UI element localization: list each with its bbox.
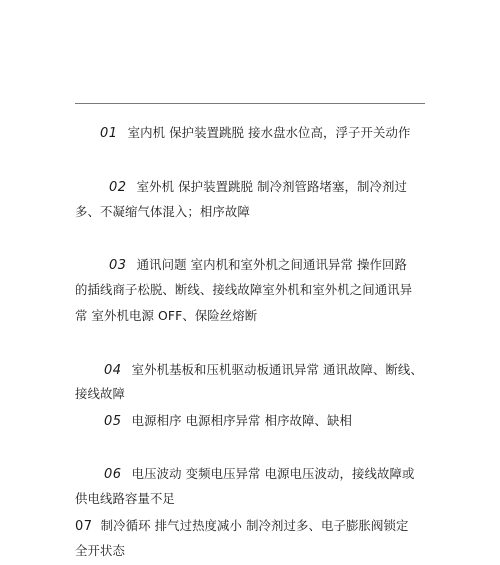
- fault-code: 04: [104, 363, 122, 378]
- fault-code: 05: [104, 414, 122, 429]
- fault-item-02-cont: [75, 204, 435, 220]
- fault-text: 的插线商子松脱、断线、接线故障室外机和室外机之间通讯异: [75, 282, 413, 297]
- fault-text: 室外机 保护装置跳脱 制冷剂管路堵塞，制冷剂过: [136, 179, 407, 194]
- fault-text: 室内机 保护装置跳脱 接水盘水位高，浮子开关动作: [127, 125, 411, 140]
- fault-text: 常 室外机电源 OFF、保险丝熔断: [75, 308, 258, 323]
- fault-code: 01: [100, 126, 118, 141]
- fault-code: 07: [75, 519, 93, 534]
- header-divider: [75, 103, 425, 104]
- fault-item-03-cont: [75, 282, 435, 298]
- fault-item-03-cont: [75, 308, 435, 324]
- fault-text: 全开状态: [75, 543, 125, 558]
- fault-item-07: [75, 518, 435, 535]
- fault-item-02: [109, 179, 469, 196]
- fault-item-04-cont: [75, 386, 435, 402]
- fault-item-06-cont: [75, 491, 435, 507]
- fault-text: 通讯问题 室内机和室外机之间通讯异常 操作回路: [136, 257, 407, 272]
- fault-code: 02: [109, 180, 127, 195]
- fault-text: 接线故障: [75, 386, 125, 401]
- fault-text: 多、不凝缩气体混入；相序故障: [75, 204, 250, 219]
- fault-code: 06: [104, 467, 122, 482]
- fault-code: 03: [109, 258, 127, 273]
- fault-text: 室外机基板和压机驱动板通讯异常 通讯故障、断线、: [131, 362, 423, 377]
- fault-text: 电压波动 变频电压异常 电源电压波动，接线故障或: [131, 466, 415, 481]
- fault-item-06: [104, 466, 464, 483]
- fault-text: 制冷循环 排气过热度减小 制冷剂过多、电子膨胀阀锁定: [100, 518, 409, 533]
- fault-item-01: [100, 125, 460, 142]
- fault-text: 供电线路容量不足: [75, 491, 175, 506]
- fault-item-04: [104, 362, 464, 379]
- fault-item-03: [109, 257, 469, 274]
- fault-text: 电源相序 电源相序异常 相序故障、缺相: [131, 413, 353, 428]
- fault-item-05: [104, 413, 464, 430]
- fault-item-07-cont: [75, 543, 435, 559]
